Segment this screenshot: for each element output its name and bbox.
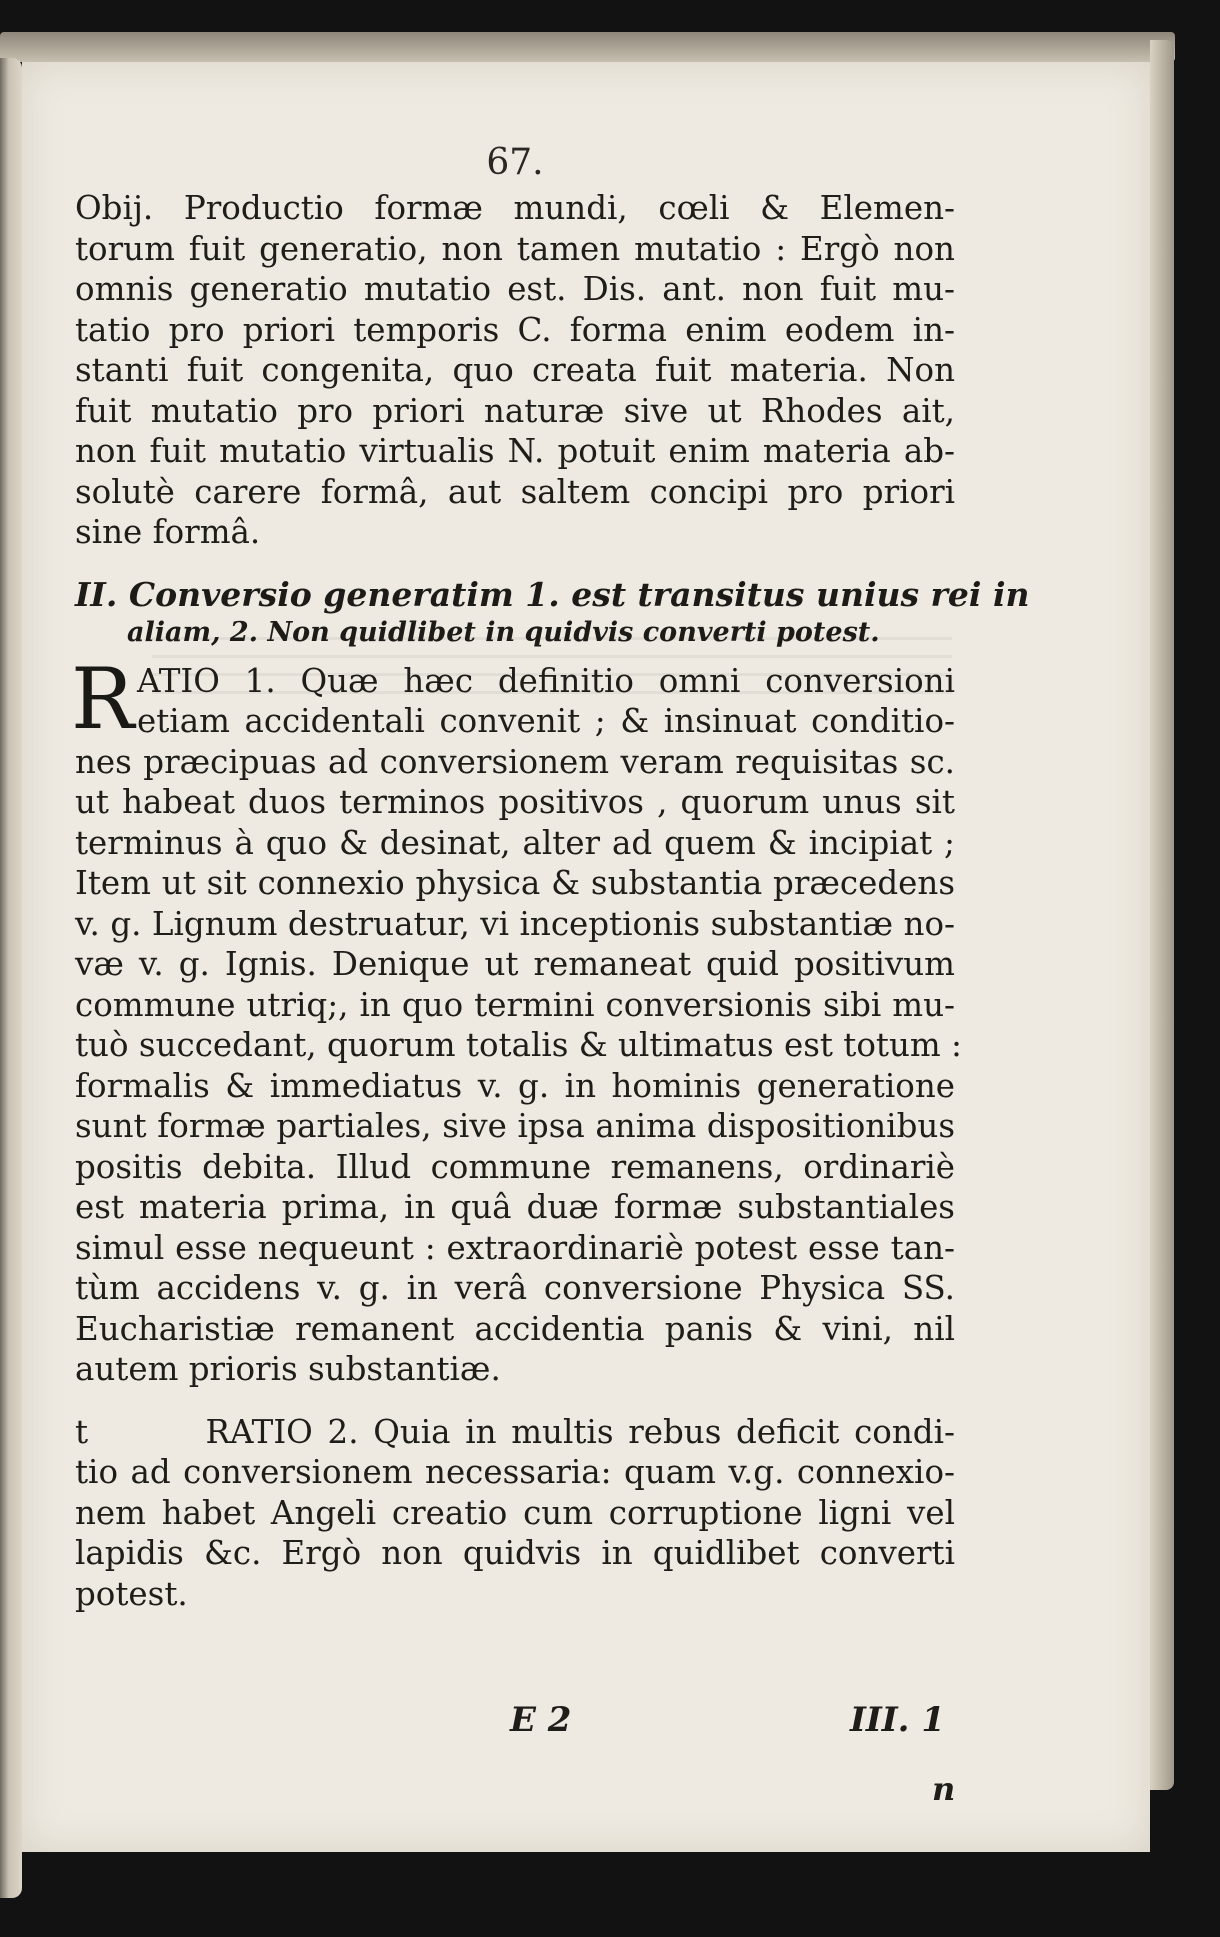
text-line: formalis & immediatus v. g. in hominis generatione xyxy=(75,1066,955,1105)
text-line: solutè carere formâ, aut saltem concipi pro priori xyxy=(75,472,955,511)
objection-paragraph xyxy=(75,188,955,553)
text-line: t RATIO 2. Quia in multis rebus deficit condi- xyxy=(75,1412,955,1451)
text-line: fuit mutatio pro priori naturæ sive ut Rhodes ait, xyxy=(75,391,955,430)
ratio-2-paragraph xyxy=(75,1412,955,1615)
book-right-edge xyxy=(1150,40,1174,1790)
text-line: ut habeat duos terminos positivos , quorum unus sit xyxy=(75,783,955,821)
text-line: sunt formæ partiales, sive ipsa anima dispositionibus xyxy=(75,1107,955,1145)
text-line: autem prioris substantiæ. xyxy=(75,1350,501,1388)
text-line: v. g. Lignum destruatur, vi inceptionis substantiæ no- xyxy=(75,904,955,943)
text-line: nem habet Angeli creatio cum corruptione ligni vel xyxy=(75,1493,955,1532)
drop-capital: R xyxy=(71,649,135,748)
text-line: tatio pro priori temporis C. forma enim eodem in- xyxy=(75,310,955,349)
text-line: sine formâ. xyxy=(75,513,261,551)
text-line: positis debita. Illud commune remanens, ordinariè xyxy=(75,1147,955,1186)
book-top-edge xyxy=(0,32,1175,62)
facing-page-edge xyxy=(0,58,22,1898)
text-line: tio ad conversionem necessaria: quam v.g. connexio- xyxy=(75,1453,955,1491)
text-line: potest. xyxy=(75,1574,188,1613)
heading-line: II. Conversio generatim 1. est transitus unius rei in xyxy=(75,574,1030,614)
heading-line: aliam, 2. Non quidlibet in quidvis converti potest. xyxy=(127,616,880,648)
text-line: ATIO 1. Quæ hæc definitio omni conversioni xyxy=(137,661,955,700)
text-line: Item ut sit connexio physica & substantia præcedens xyxy=(75,864,955,902)
section-heading xyxy=(75,574,1030,651)
text-line: non fuit mutatio virtualis N. potuit enim materia ab- xyxy=(75,432,955,470)
text-line: stanti fuit congenita, quo creata fuit materia. Non xyxy=(75,351,955,389)
text-line: torum fuit generatio, non tamen mutatio : Ergò non xyxy=(75,229,955,268)
page-number: 67. xyxy=(486,142,544,183)
text-line: Eucharistiæ remanent accidentia panis & vini, nil xyxy=(75,1309,955,1348)
text-line: Obij. Productio formæ mundi, cœli & Elemen- xyxy=(75,189,955,227)
text-line: omnis generatio mutatio est. Dis. ant. non fuit mu- xyxy=(75,270,955,308)
text-line: tuò succedant, quorum totalis & ultimatus est totum : xyxy=(75,1026,963,1064)
text-line: tùm accidens v. g. in verâ conversione Physica SS. xyxy=(75,1269,955,1307)
text-line: terminus à quo & desinat, alter ad quem & incipiat ; xyxy=(75,823,955,862)
text-line: est materia prima, in quâ duæ formæ substantiales xyxy=(75,1188,955,1226)
text-line: nes præcipuas ad conversionem veram requisitas sc. xyxy=(75,742,955,781)
text-line: simul esse nequeunt : extraordinariè potest esse tan- xyxy=(75,1228,955,1267)
corner-mark: n xyxy=(932,1770,956,1808)
catchword: III. 1 xyxy=(849,1700,945,1740)
text-line: væ v. g. Ignis. Denique ut remaneat quid positivum xyxy=(75,945,955,983)
text-line: commune utriq;, in quo termini conversionis sibi mu- xyxy=(75,985,955,1024)
page-text xyxy=(71,142,1030,1614)
ratio-1-paragraph xyxy=(71,649,963,1390)
page-footer xyxy=(75,1700,955,1746)
signature-mark: E 2 xyxy=(510,1700,572,1740)
text-line: lapidis &c. Ergò non quidvis in quidlibet converti xyxy=(75,1534,955,1572)
text-line: etiam accidentali convenit ; & insinuat conditio- xyxy=(137,702,955,740)
